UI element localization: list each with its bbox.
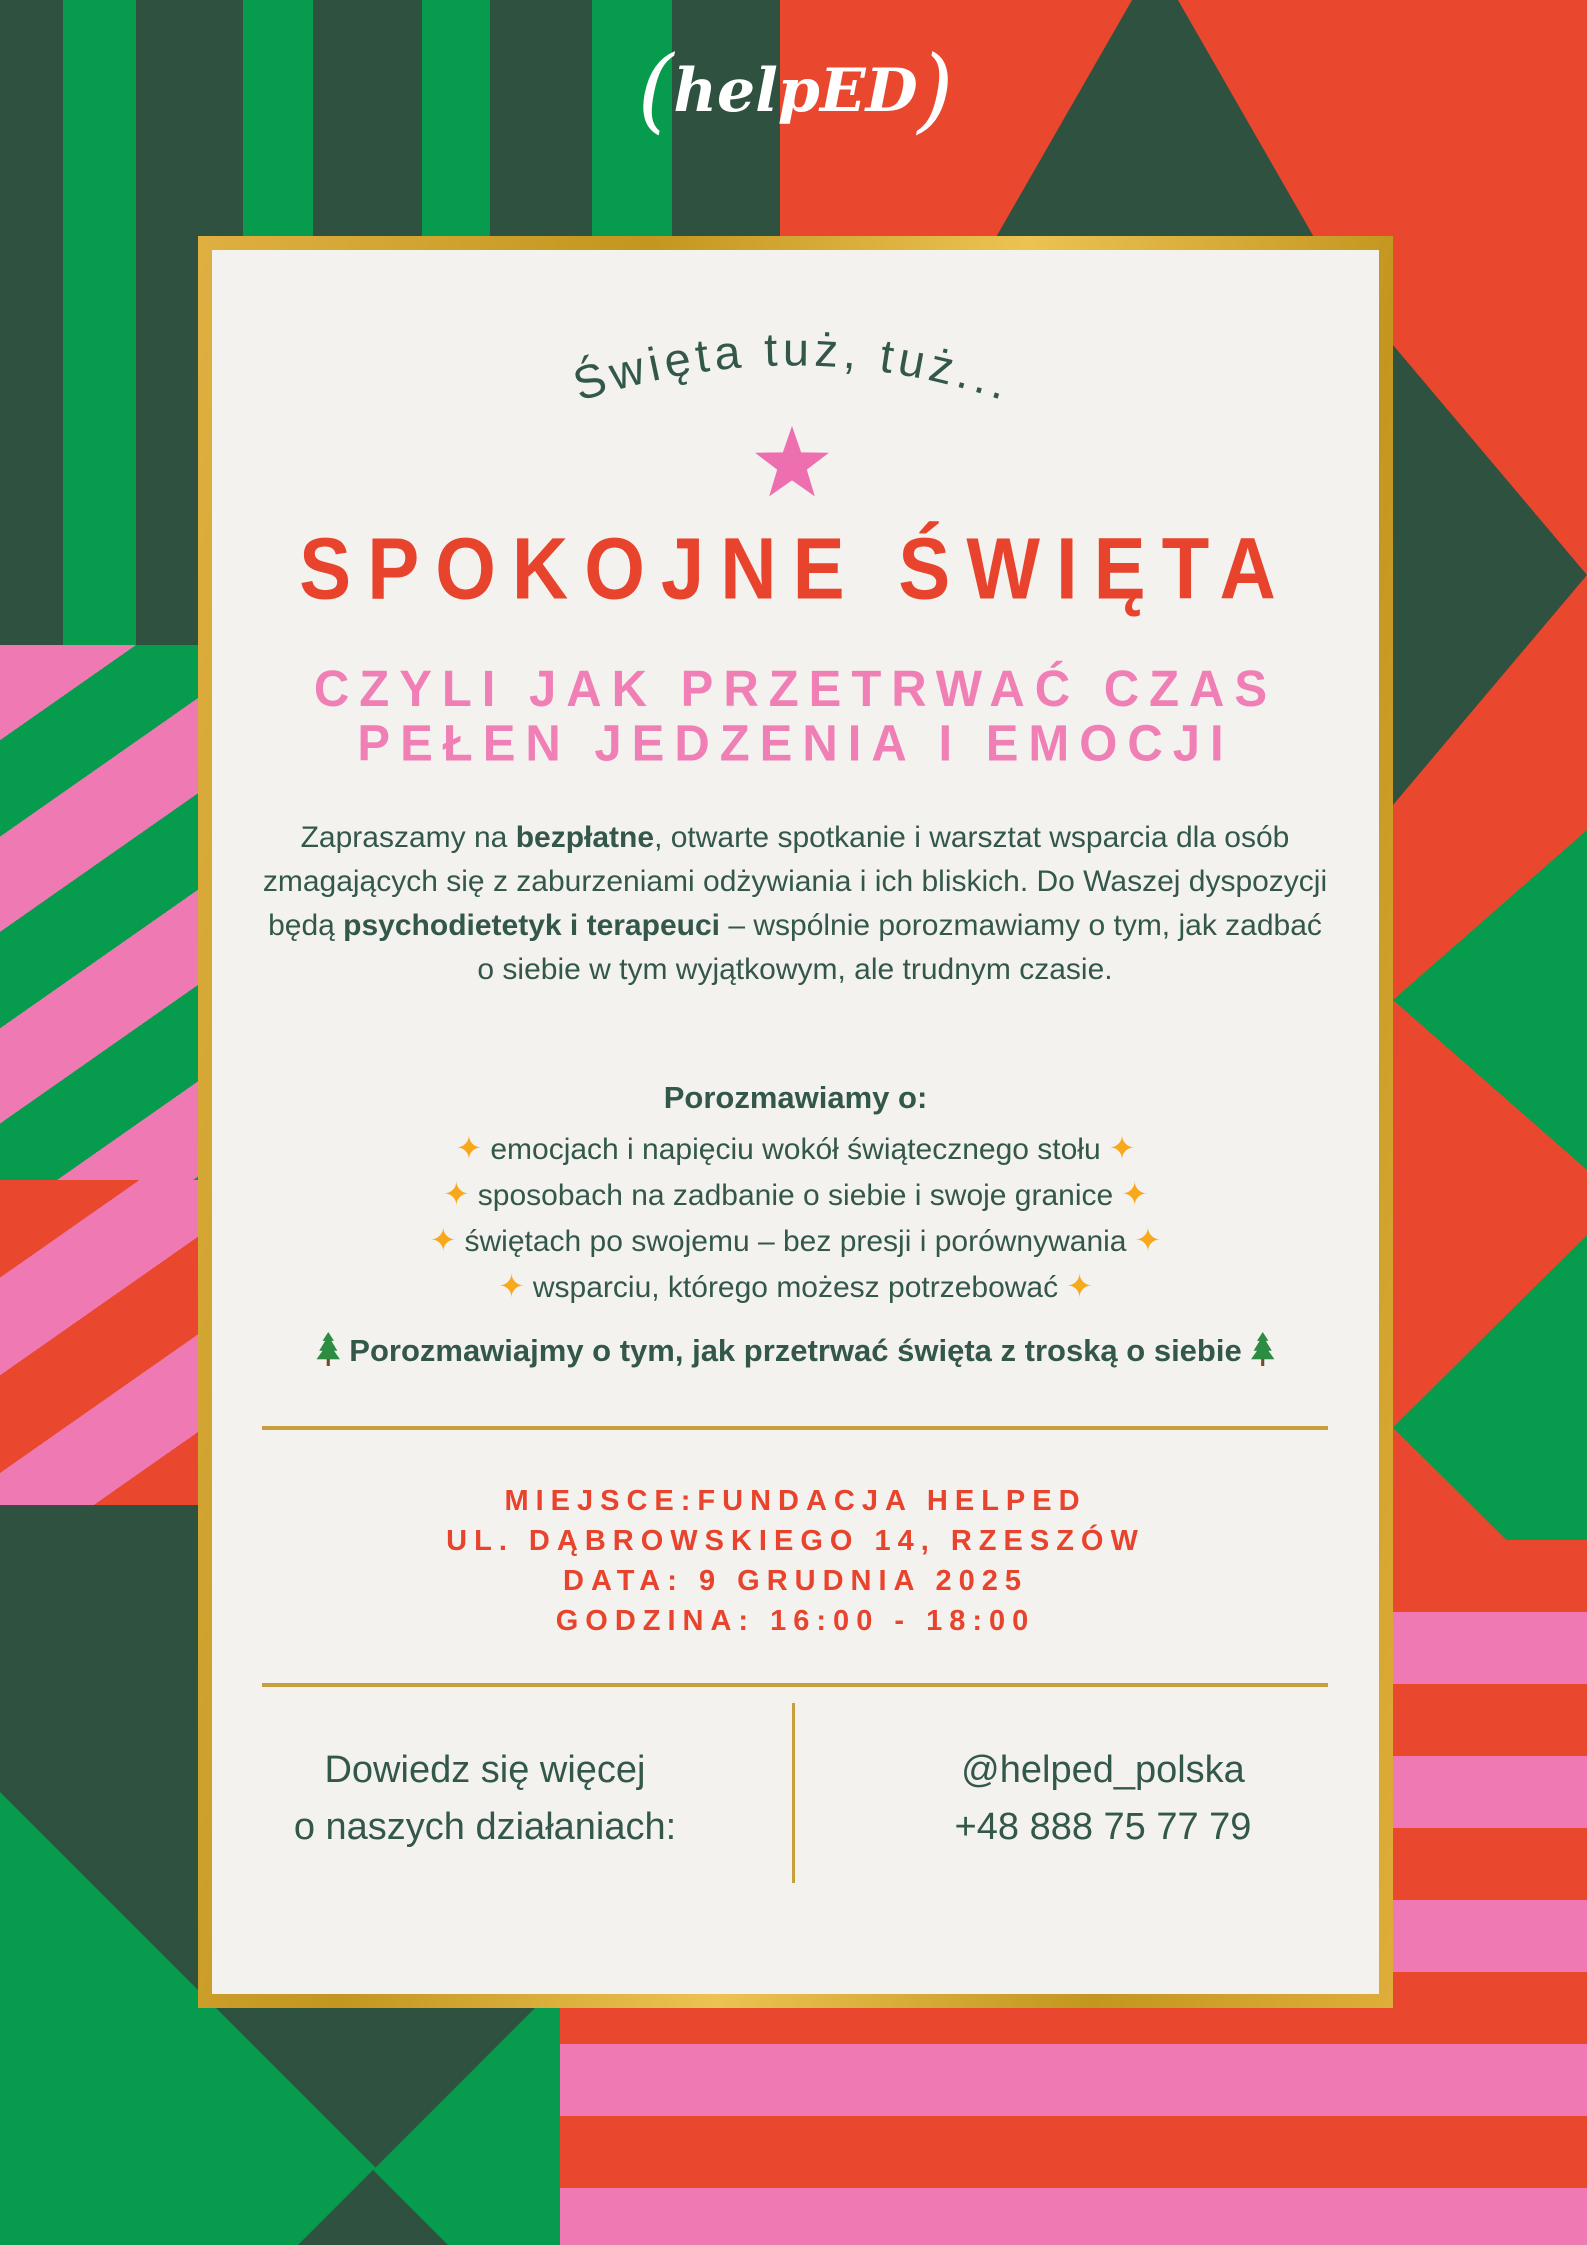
- logo-text: helpED: [673, 56, 918, 126]
- talk-item: [248, 1172, 1343, 1218]
- poster-subtitle: [248, 662, 1343, 771]
- talk-item-label: świętach po swojemu – bez presji i porównywania: [464, 1225, 1127, 1258]
- arch-text-label: Święta tuż, tuż...: [566, 322, 1020, 411]
- talk-item-label: sposobach na zadbanie o siebie i swoje granice: [477, 1179, 1114, 1212]
- sparkle-icon: ✦: [1121, 1176, 1149, 1212]
- bg-diagonals-pink-green: [0, 645, 212, 1180]
- logo-close-paren: ): [917, 36, 954, 143]
- logo-open-paren: (: [637, 36, 674, 143]
- sparkle-icon: ✦: [1066, 1268, 1093, 1304]
- sparkle-icon: ✦: [1108, 1130, 1136, 1166]
- subtitle-line-1: CZYLI JAK PRZETRWAĆ CZAS: [313, 660, 1278, 718]
- christmas-tree-icon: [1250, 1332, 1276, 1366]
- sparkle-icon: ✦: [442, 1176, 470, 1212]
- tree-line-label: Porozmawiajmy o tym, jak przetrwać święta z troską o siebie: [349, 1333, 1242, 1368]
- talk-item: [248, 1218, 1343, 1264]
- svg-text:Święta tuż, tuż...: [567, 322, 1020, 411]
- venue-address: UL. DĄBROWSKIEGO 14, RZESZÓW: [446, 1525, 1145, 1557]
- gold-divider-bottom: [262, 1683, 1328, 1687]
- talk-item-label: emocjach i napięciu wokół świątecznego stołu: [490, 1133, 1101, 1166]
- venue-place: MIEJSCE:FUNDACJA HELPED: [504, 1485, 1087, 1517]
- talk-item: [248, 1126, 1343, 1172]
- gold-divider-top: [262, 1426, 1328, 1430]
- footer-left-line2: o naszych działaniach:: [293, 1806, 677, 1848]
- venue-time: GODZINA: 16:00 - 18:00: [555, 1605, 1036, 1637]
- footer-right: [868, 1742, 1338, 1856]
- sparkle-icon: ✦: [498, 1268, 525, 1304]
- instagram-handle: @helped_polska: [961, 1749, 1245, 1791]
- sparkle-icon: ✦: [455, 1130, 483, 1166]
- venue-date: DATA: 9 GRUDNIA 2025: [563, 1565, 1028, 1597]
- talk-item-label: wsparciu, którego możesz potrzebować: [532, 1271, 1059, 1304]
- footer-left-line1: Dowiedz się więcej: [324, 1749, 646, 1791]
- talk-item: [248, 1264, 1343, 1310]
- subtitle-line-2: PEŁEN JEDZENIA I EMOCJI: [357, 715, 1234, 773]
- christmas-tree-icon: [315, 1332, 341, 1366]
- sparkle-icon: ✦: [1134, 1222, 1162, 1258]
- sparkle-icon: ✦: [429, 1222, 457, 1258]
- talk-list: [248, 1126, 1343, 1310]
- phone-number: +48 888 75 77 79: [954, 1806, 1252, 1848]
- footer-vertical-divider: [792, 1703, 795, 1883]
- bg-green-triangle-right-1: [1393, 830, 1587, 1170]
- venue-block: [248, 1481, 1343, 1641]
- bg-dark-triangle-right: [1393, 345, 1587, 805]
- intro-paragraph: Zapraszamy na bezpłatne, otwarte spotkanie i warsztat wsparcia dla osób zmagających się z zaburzeniami odżywiania i ich bliskich. Do Waszej dyspozycji będą psychodietetyk i terapeuci – wspólnie porozmawiamy o tym, jak zadbać o siebie w tym wyjątkowym, ale trudnym czasie.: [262, 821, 1328, 986]
- bg-diagonals-red-pink: [0, 1180, 212, 1505]
- poster-title: SPOKOJNE ŚWIĘTA: [299, 519, 1292, 618]
- tree-line: [248, 1332, 1343, 1369]
- footer-left: [250, 1742, 720, 1856]
- brand-logo: [248, 30, 1343, 151]
- talk-heading: Porozmawiamy o:: [663, 1080, 928, 1115]
- star-icon: [754, 424, 830, 496]
